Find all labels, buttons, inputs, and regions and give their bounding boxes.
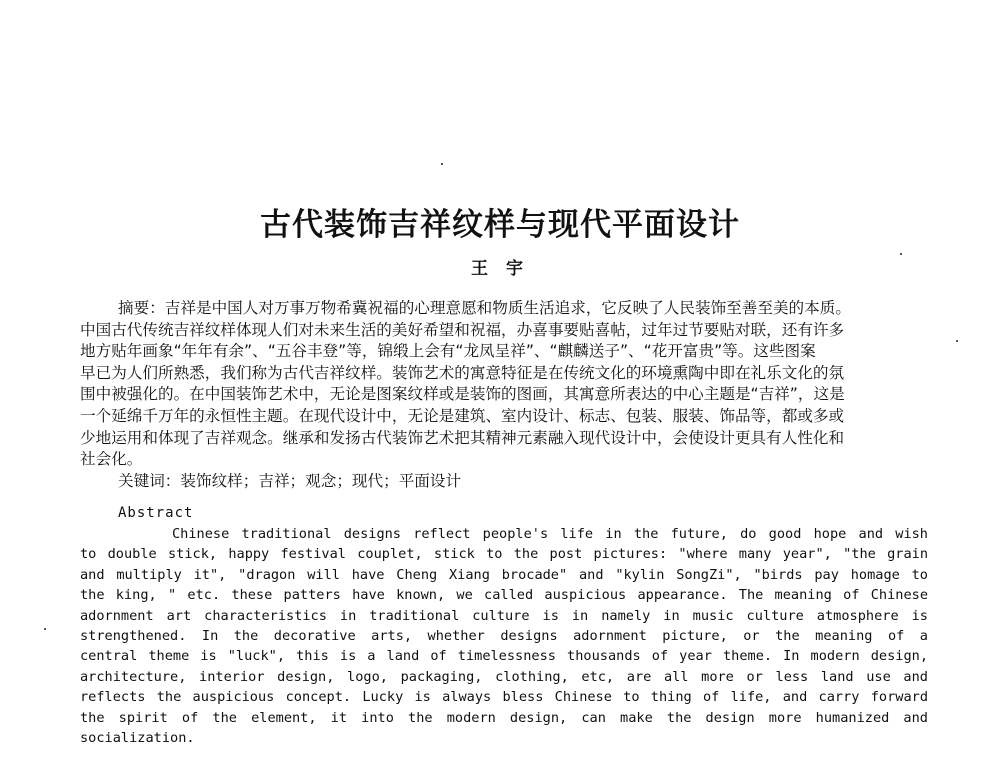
english-abstract-line: Chinese traditional designs reflect people's life in the future, do good hope and wish	[172, 526, 928, 542]
abstract-heading: Abstract	[118, 505, 194, 521]
scan-speck	[441, 163, 443, 165]
scan-speck	[900, 253, 902, 255]
english-abstract-line: architecture, interior design, logo, packaging, clothing, etc, are all more or less land use and	[80, 668, 928, 685]
english-abstract-line: socialization.	[80, 729, 195, 746]
chinese-abstract-line: 围中被强化的。在中国装饰艺术中，无论是图案纹样或是装饰的图画，其寓意所表达的中心主题是“吉祥”，这是	[80, 385, 845, 404]
chinese-abstract-line: 摘要：吉祥是中国人对万事万物希冀祝福的心理意愿和物质生活追求，它反映了人民装饰至善至美的本质。	[118, 299, 851, 317]
english-abstract	[80, 524, 928, 748]
scan-speck	[956, 340, 958, 342]
english-abstract-line: adornment art characteristics in traditional culture is in namely in music culture atmosphere is	[80, 607, 928, 624]
chinese-abstract-line: 早已为人们所熟悉，我们称为古代吉祥纹样。装饰艺术的寓意特征是在传统文化的环境熏陶中即在礼乐文化的氛	[80, 363, 845, 382]
chinese-abstract-line: 社会化。	[80, 450, 143, 469]
english-abstract-line: the spirit of the element, it into the modern design, can make the design more humanized and	[80, 709, 928, 726]
chinese-abstract-line: 一个延绵千万年的永恒性主题。在现代设计中，无论是建筑、室内设计、标志、包装、服装、饰品等，都或多或	[80, 406, 845, 425]
english-abstract-line: the king, " etc. these patters have known, we called auspicious appearance. The meaning of Chinese	[80, 587, 928, 604]
english-abstract-line: central theme is "luck", this is a land of timelessness thousands of year theme. In modern design,	[80, 648, 928, 665]
english-abstract-line: to double stick, happy festival couplet, stick to the post pictures: "where many year", "the grain	[80, 546, 928, 563]
chinese-abstract-line: 地方贴年画象“年年有余”、“五谷丰登”等，锦缎上会有“龙凤呈祥”、“麒麟送子”、“花开富贵”等。这些图案	[80, 342, 816, 361]
chinese-abstract-line: 中国古代传统吉祥纹样体现人们对未来生活的美好希望和祝福，办喜事要贴喜帖，过年过节要贴对联，还有许多	[80, 320, 845, 339]
paper-title: 古代装饰吉祥纹样与现代平面设计	[260, 207, 740, 243]
scan-speck	[44, 628, 46, 630]
keywords-line: 关键词：装饰纹样；吉祥；观念；现代；平面设计	[118, 471, 462, 490]
chinese-abstract-line: 少地运用和体现了吉祥观念。继承和发扬古代装饰艺术把其精神元素融入现代设计中，会使设计更具有人性化和	[80, 428, 845, 447]
chinese-abstract	[80, 298, 928, 492]
english-abstract-line: strengthened. In the decorative arts, whether designs adornment picture, or the meaning of a	[80, 627, 928, 644]
english-abstract-line: reflects the auspicious concept. Lucky is always bless Chinese to thing of life, and carry forward	[80, 689, 928, 706]
author-name: 王 宇	[471, 259, 529, 279]
english-abstract-line: and multiply it", "dragon will have Cheng Xiang brocade" and "kylin SongZi", "birds pay homage to	[80, 566, 928, 583]
